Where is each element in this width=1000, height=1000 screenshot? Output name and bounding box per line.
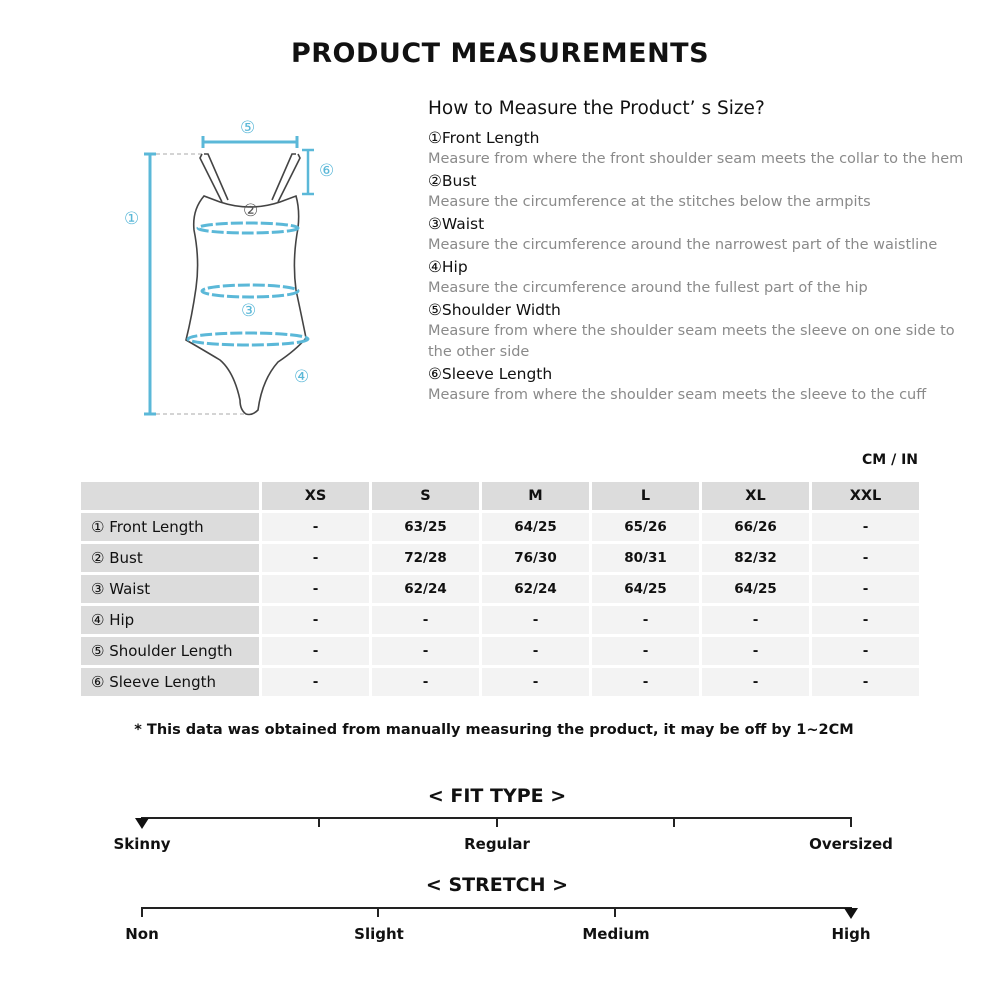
guide-item-desc: Measure from where the front shoulder seam meets the collar to the hem <box>428 151 964 167</box>
stretch-title: < STRETCH > <box>425 874 569 896</box>
table-cell: 66/26 <box>702 513 809 541</box>
table-cell: - <box>812 544 919 572</box>
table-cell: - <box>482 637 589 665</box>
row-label: ④ Hip <box>81 606 259 634</box>
marker-shoulder: ⑤ <box>240 118 256 138</box>
fit-type-title: < FIT TYPE > <box>427 785 567 807</box>
table-cell: 80/31 <box>592 544 699 572</box>
table-cell: - <box>592 637 699 665</box>
fit-type-selected-marker <box>135 818 149 829</box>
guide-item-name: ①Front Length <box>428 129 540 147</box>
table-cell: - <box>372 606 479 634</box>
guide-item <box>428 127 968 170</box>
stretch-label-slight: Slight <box>354 925 404 943</box>
row-label: ② Bust <box>81 544 259 572</box>
table-cell: - <box>482 668 589 696</box>
guide-item <box>428 299 968 363</box>
table-row <box>81 637 919 665</box>
guide-item-desc: Measure from where the shoulder seam meets the sleeve to the cuff <box>428 387 927 403</box>
table-cell: 65/26 <box>592 513 699 541</box>
page-title: PRODUCT MEASUREMENTS <box>290 38 710 69</box>
table-cell: 64/25 <box>482 513 589 541</box>
swimsuit-illustration <box>100 110 370 430</box>
table-cell: - <box>702 637 809 665</box>
guide-item <box>428 213 968 256</box>
table-cell: - <box>372 637 479 665</box>
table-cell: 62/24 <box>482 575 589 603</box>
guide-item-desc: Measure the circumference around the narrowest part of the waistline <box>428 237 938 253</box>
guide-item <box>428 170 968 213</box>
swimsuit-diagram <box>100 110 370 430</box>
table-cell: - <box>482 606 589 634</box>
fit-type-tick <box>673 818 675 827</box>
table-cell: - <box>812 513 919 541</box>
row-label: ③ Waist <box>81 575 259 603</box>
fit-type-label-oversized: Oversized <box>809 835 893 853</box>
table-row <box>81 606 919 634</box>
row-label: ⑥ Sleeve Length <box>81 668 259 696</box>
row-label: ⑤ Shoulder Length <box>81 637 259 665</box>
table-cell: - <box>262 513 369 541</box>
column-header: XXL <box>812 482 919 510</box>
table-row <box>81 544 919 572</box>
stretch-scale-line <box>141 907 852 909</box>
guide-item-name: ⑥Sleeve Length <box>428 365 553 383</box>
table-cell: 82/32 <box>702 544 809 572</box>
marker-bust: ② <box>243 201 259 221</box>
fit-type-label-skinny: Skinny <box>113 835 171 853</box>
stretch-tick <box>377 908 379 917</box>
table-row <box>81 575 919 603</box>
guide-heading: How to Measure the Product’ s Size? <box>428 98 765 119</box>
table-cell: 64/25 <box>592 575 699 603</box>
marker-waist: ③ <box>241 301 257 321</box>
table-cell: - <box>262 637 369 665</box>
table-cell: - <box>372 668 479 696</box>
column-header: S <box>372 482 479 510</box>
guide-item-name: ⑤Shoulder Width <box>428 301 561 319</box>
guide-item <box>428 363 968 406</box>
measurement-note: * This data was obtained from manually measuring the product, it may be off by 1~2CM <box>134 722 854 738</box>
table-cell: - <box>262 606 369 634</box>
table-cell: - <box>262 544 369 572</box>
table-cell: 63/25 <box>372 513 479 541</box>
size-table <box>78 479 922 699</box>
stretch-tick <box>141 908 143 917</box>
stretch-selected-marker <box>844 908 858 919</box>
table-cell: - <box>812 668 919 696</box>
guide-item-desc: Measure the circumference around the fullest part of the hip <box>428 280 868 296</box>
fit-type-label-regular: Regular <box>464 835 530 853</box>
marker-hip: ④ <box>294 367 310 387</box>
guide-item-name: ②Bust <box>428 172 477 190</box>
stretch-label-high: High <box>831 925 871 943</box>
column-header: L <box>592 482 699 510</box>
fit-type-tick <box>850 818 852 827</box>
table-row <box>81 513 919 541</box>
table-cell: 72/28 <box>372 544 479 572</box>
table-cell: - <box>812 575 919 603</box>
fit-type-tick <box>496 818 498 827</box>
marker-front-length: ① <box>124 209 140 229</box>
table-header-row <box>81 482 919 510</box>
guide-item-name: ④Hip <box>428 258 468 276</box>
column-header: XS <box>262 482 369 510</box>
table-cell: - <box>592 668 699 696</box>
column-header: XL <box>702 482 809 510</box>
guide-item <box>428 256 968 299</box>
row-label: ① Front Length <box>81 513 259 541</box>
table-cell: - <box>262 575 369 603</box>
table-cell: 76/30 <box>482 544 589 572</box>
table-cell: - <box>812 606 919 634</box>
table-cell: - <box>812 637 919 665</box>
table-cell: 64/25 <box>702 575 809 603</box>
guide-item-desc: Measure the circumference at the stitches below the armpits <box>428 194 871 210</box>
stretch-label-non: Non <box>125 925 159 943</box>
table-cell: - <box>702 606 809 634</box>
guide-item-name: ③Waist <box>428 215 485 233</box>
stretch-tick <box>614 908 616 917</box>
table-cell: 62/24 <box>372 575 479 603</box>
column-header: M <box>482 482 589 510</box>
stretch-label-medium: Medium <box>582 925 650 943</box>
table-corner <box>81 482 259 510</box>
guide-item-desc: Measure from where the shoulder seam meets the sleeve on one side to the other side <box>428 323 955 360</box>
table-cell: - <box>702 668 809 696</box>
fit-type-tick <box>318 818 320 827</box>
table-row <box>81 668 919 696</box>
unit-label: CM / IN <box>862 452 918 468</box>
table-cell: - <box>262 668 369 696</box>
table-cell: - <box>592 606 699 634</box>
measure-guide <box>428 98 968 406</box>
marker-sleeve: ⑥ <box>319 161 335 181</box>
